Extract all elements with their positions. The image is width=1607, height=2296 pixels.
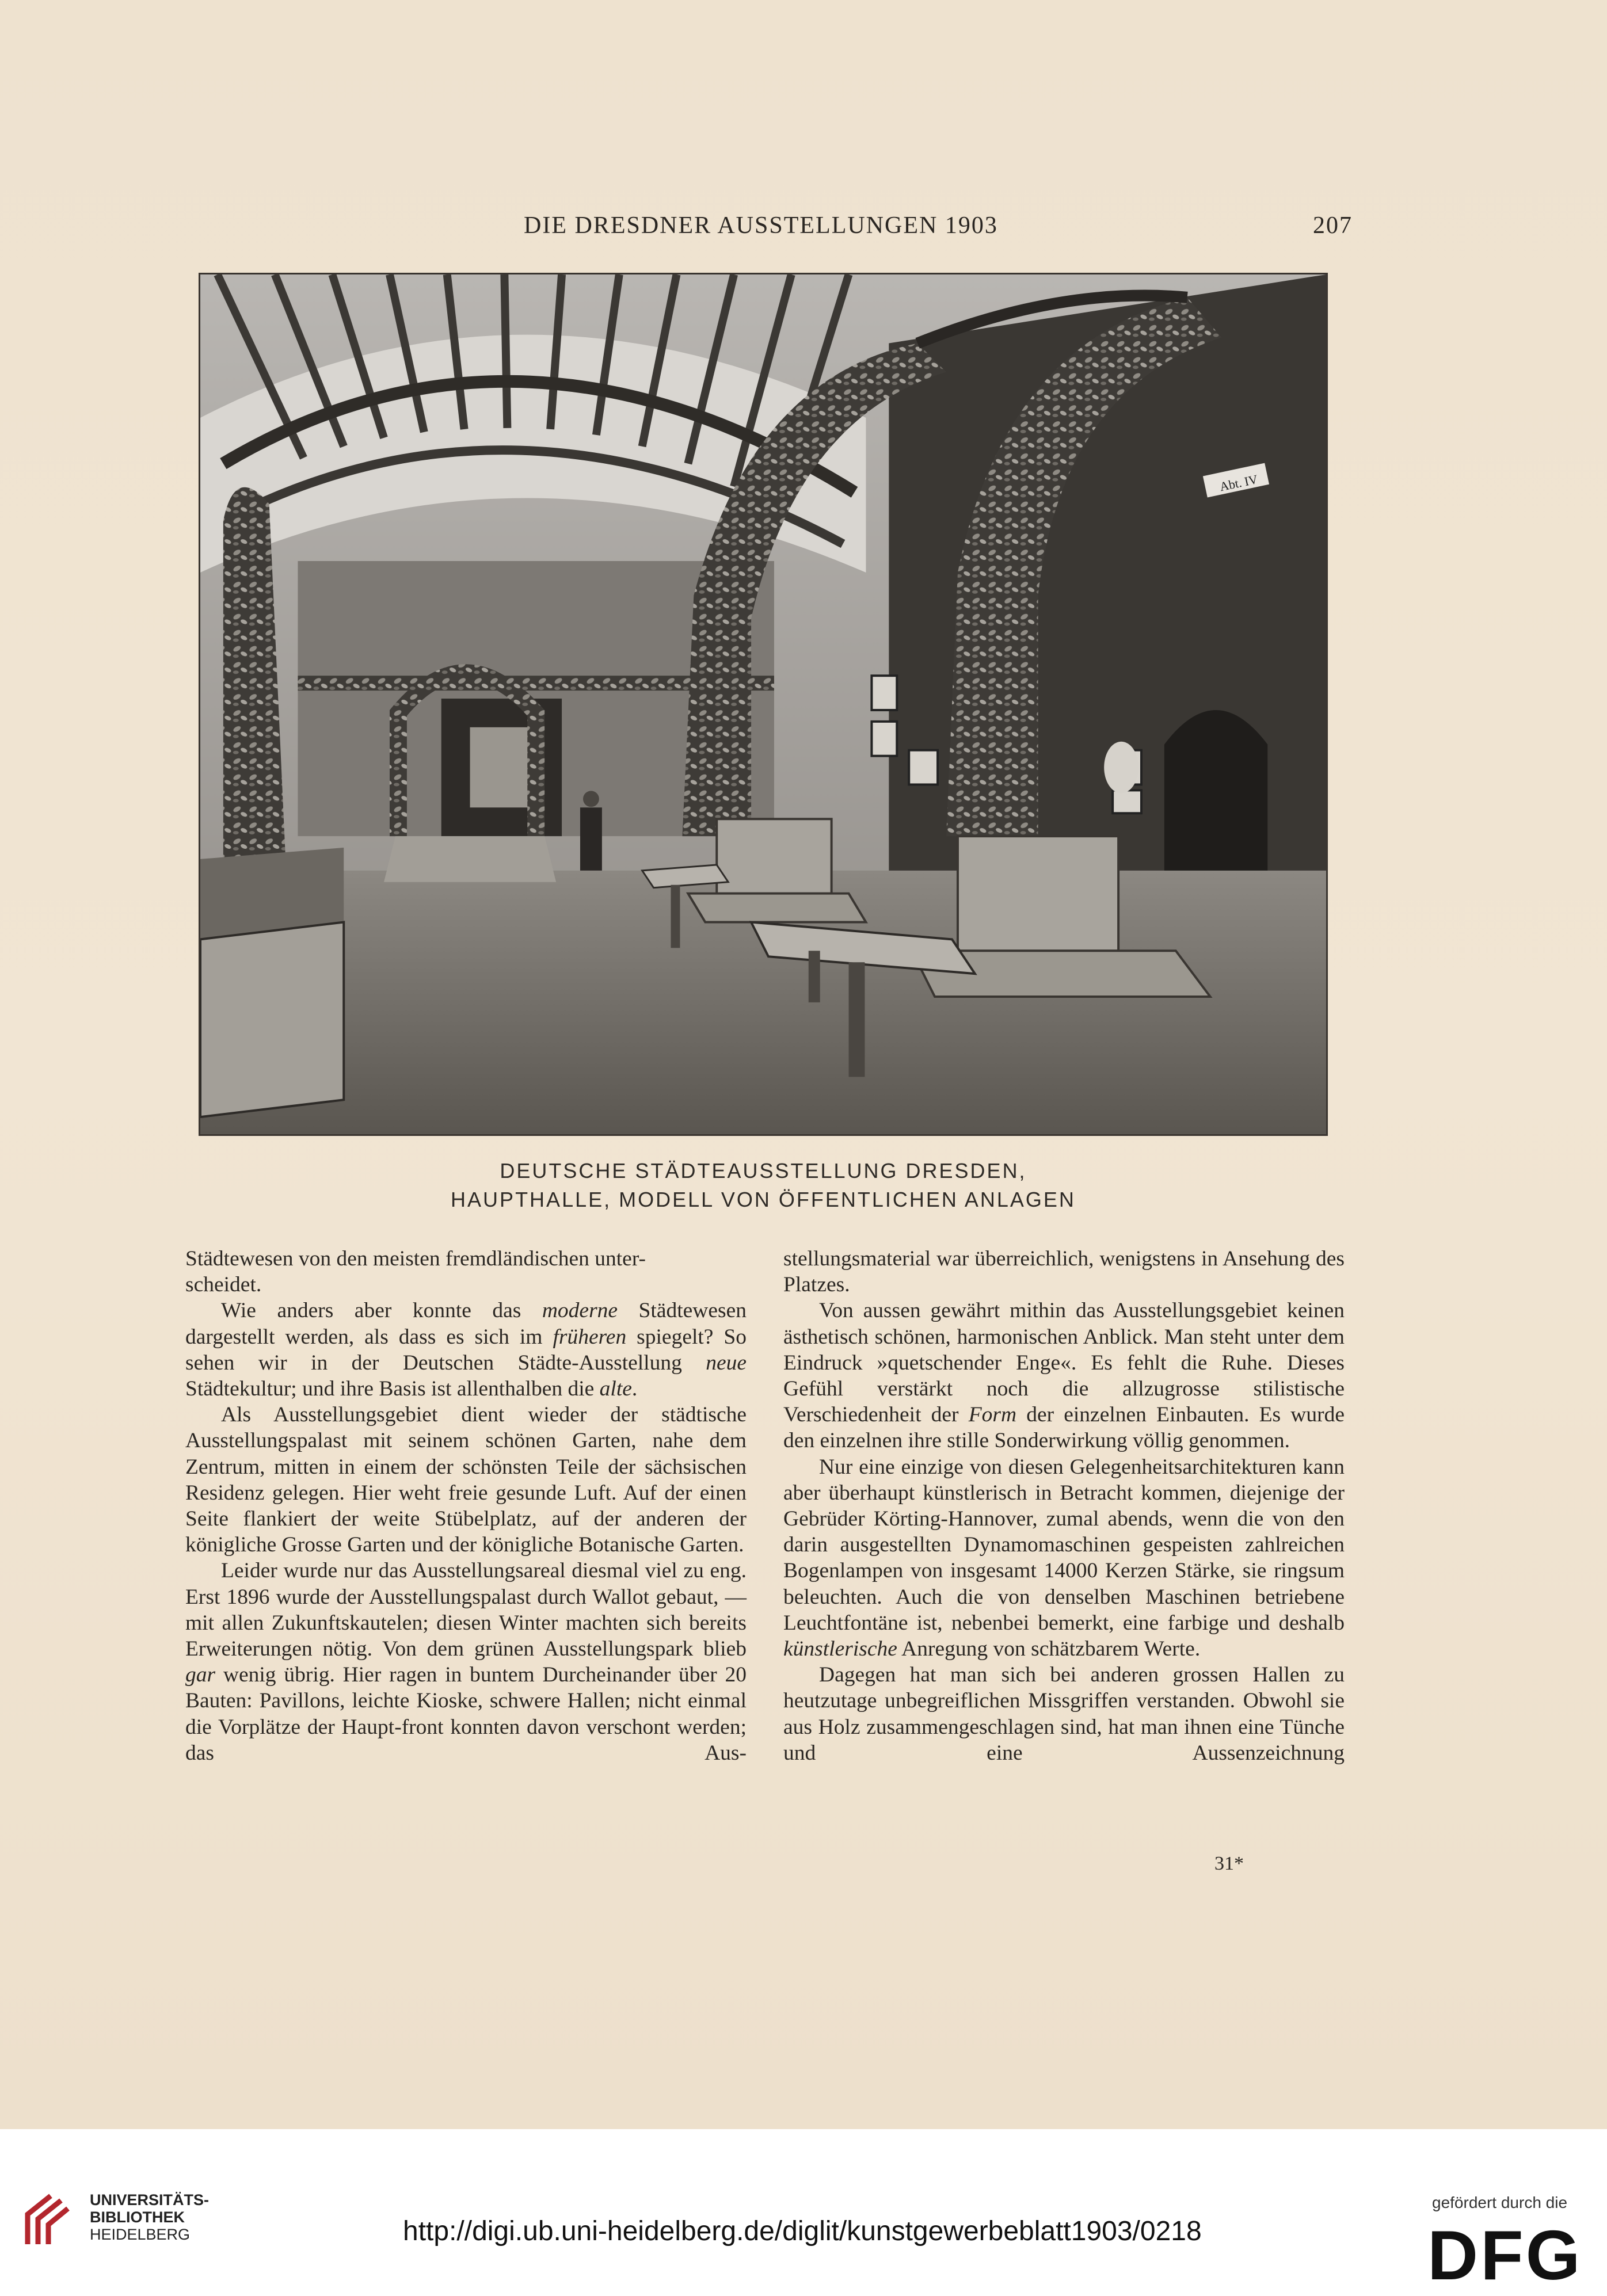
section-sign: Abt. IV	[1218, 471, 1259, 494]
page-number: 207	[1313, 212, 1353, 239]
viewer-footer	[0, 2129, 1607, 2296]
library-logo-icon	[16, 2191, 74, 2249]
paragraph: Nur eine einzige von diesen Gelegenheitsarchitekturen kann aber überhaupt künstlerisch in Betracht kommen, diejenige der Gebrüder Körting-Hannover, zumal abends, wenn die von den darin ausgestellten Dynamomaschinen gespeisten zahlreichen Bogenlampen von insgesamt 14000 Kerzen Stärke, sie ringsum beleuchten. Auch die von denselben Maschinen betriebene Leuchtfontäne ist, nebenbei bemerkt, eine farbige und deshalb künstlerische Anregung von schätzbarem Werte.	[783, 1455, 1345, 1661]
paragraph: stellungsmaterial war überreichlich, wenigstens in Ansehung des Platzes.	[783, 1247, 1345, 1297]
figure-caption	[199, 1157, 1328, 1214]
running-head	[196, 212, 1353, 246]
paragraph: Städtewesen von den meisten fremdländischen unter- scheidet.	[185, 1247, 646, 1297]
permalink[interactable]: http://digi.ub.uni-heidelberg.de/diglit/kunstgewerbeblatt1903/0218	[403, 2216, 1202, 2247]
running-title: DIE DRESDNER AUSSTELLUNGEN 1903	[524, 212, 998, 239]
paragraph: Als Ausstellungsgebiet dient wieder der städtische Ausstellungspalast mit seinem schönen Garten, nahe dem Zentrum, mitten in einem der schönsten Teile der sächsischen Residenz gelegen. Hier weht freie gesunde Luft. Auf der einen Seite flankiert der weite Stübelplatz, auf der anderen der königliche Grosse Garten und der königliche Botanische Garten.	[185, 1403, 747, 1557]
caption-line-2: HAUPTHALLE, MODELL VON ÖFFENTLICHEN ANLAGEN	[451, 1188, 1076, 1211]
caption-line-1: DEUTSCHE STÄDTEAUSSTELLUNG DRESDEN,	[500, 1159, 1027, 1183]
left-column	[185, 1246, 747, 1766]
funding-note: gefördert durch die	[1432, 2194, 1568, 2211]
paragraph: Von aussen gewährt mithin das Ausstellungsgebiet keinen ästhetisch schönen, harmonischen Anblick. Man steht unter dem Eindruck »quetschender Enge«. Es fehlt die Ruhe. Dieses Gefühl verstärkt noch die allzugrosse stilistische Verschiedenheit der Form der einzelnen Einbauten. Es wurde den einzelnen ihre stille Sonderwirkung völlig genommen.	[783, 1299, 1345, 1453]
paragraph: Wie anders aber konnte das moderne Städtewesen dargestellt werden, als dass es sich im früheren spiegelt? So sehen wir in der Deutschen Städte-Ausstellung neue Städtekultur; und ihre Basis ist allenthalben die alte.	[185, 1299, 747, 1401]
paragraph: Leider wurde nur das Ausstellungsareal diesmal viel zu eng. Erst 1896 wurde der Ausstellungspalast durch Wallot gebaut, — mit allen Zukunftskautelen; diesen Winter machten sich bereits Erweiterungen nötig. Von dem grünen Ausstellungspark blieb gar wenig übrig. Hier ragen in buntem Durcheinander über 20 Bauten: Pavillons, leichte Kioske, schwere Hallen; nicht einmal die Vorplätze der Haupt-front konnten davon verschont werden; das Aus-	[185, 1559, 747, 1765]
dfg-logo: DFG	[1427, 2216, 1583, 2294]
hall-photograph	[199, 273, 1328, 1136]
paragraph: Dagegen hat man sich bei anderen grossen Hallen zu heutzutage unbegreiflichen Missgriffen verstanden. Obwohl sie aus Holz zusammengeschlagen sind, hat man ihnen eine Tünche und eine Aussenzeichnung	[783, 1663, 1345, 1765]
signature-mark: 31*	[1214, 1853, 1244, 1874]
right-column	[783, 1246, 1345, 1766]
library-name: UNIVERSITÄTS- BIBLIOTHEK HEIDELBERG	[90, 2191, 210, 2243]
photo-illustration	[200, 274, 1326, 1134]
